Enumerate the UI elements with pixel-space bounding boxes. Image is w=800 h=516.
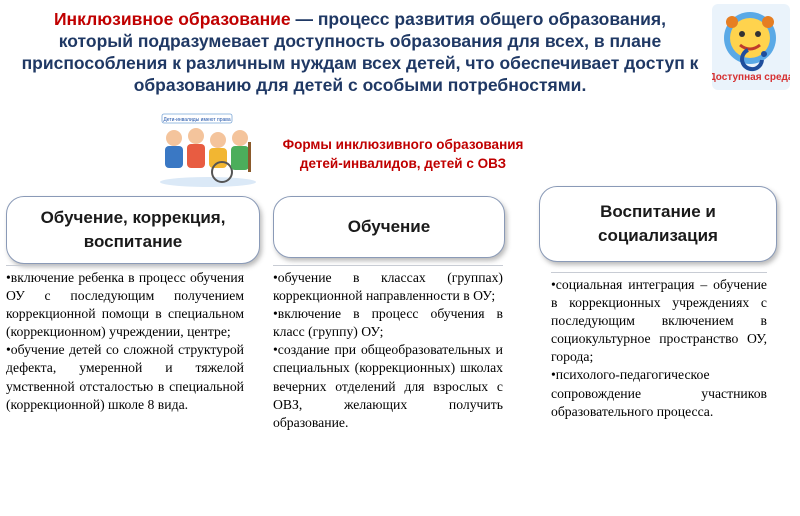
list-item: •включение в процесс обучения в класс (группу) ОУ; (273, 306, 503, 340)
section-subtitle (258, 135, 548, 173)
list-item: •обучение в классах (группах) коррекционной направленности в ОУ; (273, 270, 503, 304)
list-item: •включение ребенка в процесс обучения ОУ с последующим получением коррекционной помощи в специальном (коррекционном) учреждении, центре; (6, 270, 244, 340)
list-item: •создание при общеобразовательных и специальных (коррекционных) школах вечерних отделений для взрослых с ОВЗ, желающих получить образование. (273, 342, 503, 430)
logo-caption: Доступная среда (712, 72, 790, 83)
form-card-title: Воспитание и социализация (598, 202, 718, 245)
form-description-column-1 (6, 265, 244, 414)
page-header (20, 8, 700, 96)
form-description-column-3 (551, 272, 767, 421)
children-with-disabilities-picture-icon (152, 112, 264, 188)
header-term: Инклюзивное образование (53, 9, 291, 29)
subtitle-line-2: детей-инвалидов, детей с ОВЗ (299, 156, 507, 171)
form-card-training-correction-upbringing (6, 196, 260, 264)
form-description-column-2 (273, 265, 503, 432)
list-item: •социальная интеграция – обучение в коррекционных учреждениях с последующим включением в социокультурное пространство ОУ, города; (551, 277, 767, 365)
header-definition: — процесс развития общего образования, который подразумевает доступность образования для всех, в плане приспособления к различным нуждам всех детей, что обеспечивает доступ к образованию для детей с особыми потребностями. (21, 9, 699, 95)
form-card-title: Обучение (347, 217, 431, 236)
subtitle-line-1: Формы инклюзивного образования (282, 137, 524, 152)
form-card-upbringing-socialization (539, 186, 777, 262)
illustration-banner-text: Дети-инвалиды имеют права (163, 117, 231, 123)
form-card-title: Обучение, коррекция, воспитание (40, 208, 226, 251)
form-card-training (273, 196, 505, 258)
accessible-environment-logo-icon (712, 4, 790, 90)
list-item: •психолого-педагогическое сопровождение участников образовательного процесса. (551, 367, 767, 419)
list-item: •обучение детей со сложной структурой дефекта, умеренной и тяжелой умственной отсталостью в специальной (коррекционной) школе 8 вида. (6, 342, 244, 412)
